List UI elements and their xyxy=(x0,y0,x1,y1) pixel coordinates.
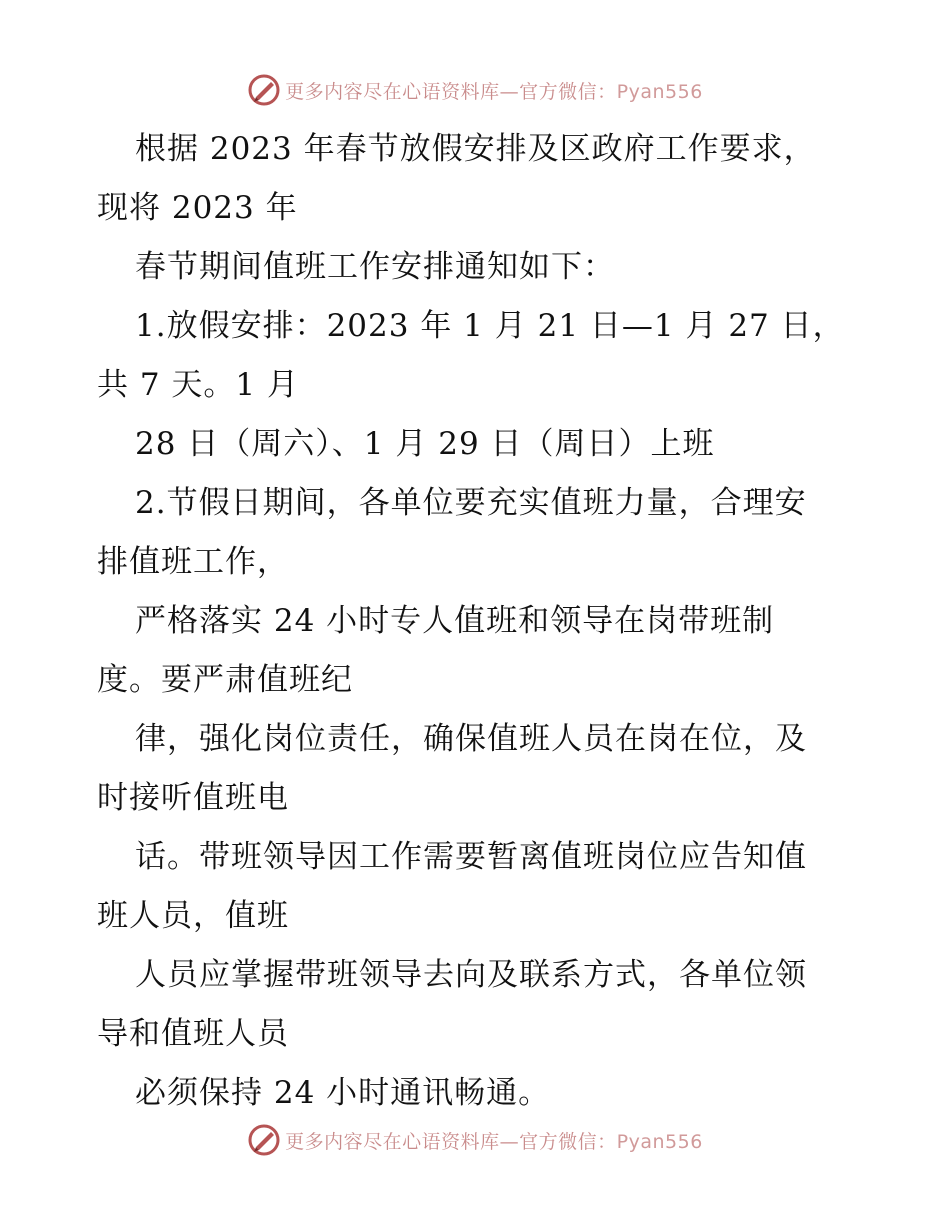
text-line: 排值班工作， xyxy=(97,544,289,580)
document-body xyxy=(97,120,857,1123)
text-line: 班人员，值班 xyxy=(97,898,289,934)
brand-logo-icon xyxy=(247,1123,281,1157)
text-line: 话。带班领导因工作需要暂离值班岗位应告知值 xyxy=(135,839,807,875)
header-banner xyxy=(0,70,950,110)
text-line: 28 日（周六）、1 月 29 日（周日）上班 xyxy=(135,426,715,462)
banner-account: Pyan556 xyxy=(616,1130,703,1153)
text-line: 人员应掌握带班领导去向及联系方式，各单位领 xyxy=(135,957,807,993)
text-line: 严格落实 24 小时专人值班和领导在岗带班制 xyxy=(135,603,775,639)
banner-text: 更多内容尽在心语资料库—官方微信：Pyan556 xyxy=(285,1130,703,1153)
text-line: 导和值班人员 xyxy=(97,1016,289,1052)
text-line: 时接听值班电 xyxy=(97,780,289,816)
footer-banner xyxy=(0,1120,950,1160)
text-line: 春节期间值班工作安排通知如下： xyxy=(135,249,615,285)
text-line: 根据 2023 年春节放假安排及区政府工作要求， xyxy=(135,131,816,167)
brand-logo-icon xyxy=(247,73,281,107)
text-line: 律，强化岗位责任，确保值班人员在岗在位，及 xyxy=(135,721,807,757)
text-line: 1.放假安排：2023 年 1 月 21 日—1 月 27 日， xyxy=(135,308,845,344)
banner-text: 更多内容尽在心语资料库—官方微信：Pyan556 xyxy=(285,80,703,103)
text-line: 现将 2023 年 xyxy=(97,190,298,226)
banner-account: Pyan556 xyxy=(616,80,703,103)
text-line: 共 7 天。1 月 xyxy=(97,367,300,403)
text-line: 必须保持 24 小时通讯畅通。 xyxy=(135,1075,551,1111)
text-line: 2.节假日期间，各单位要充实值班力量，合理安 xyxy=(135,485,807,521)
text-line: 度。要严肃值班纪 xyxy=(97,662,353,698)
